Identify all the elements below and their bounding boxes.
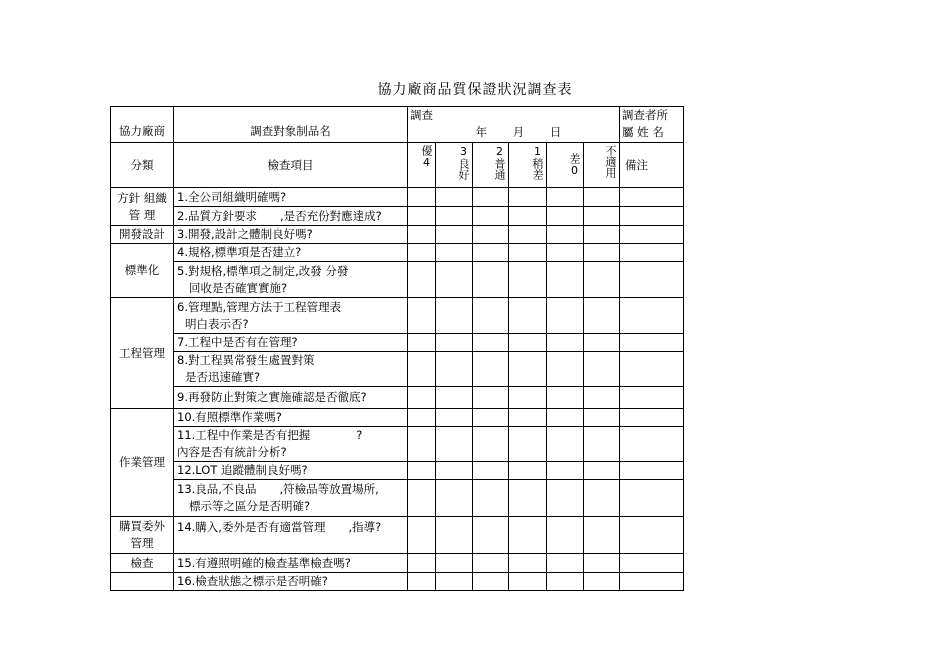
remarks-cell[interactable] (620, 480, 684, 517)
rating-cell[interactable] (408, 262, 436, 298)
remarks-cell[interactable] (620, 427, 684, 462)
rating-cell[interactable] (436, 207, 473, 226)
rating-cell[interactable] (584, 409, 620, 427)
month-label: 月 (512, 125, 525, 139)
rating-cell[interactable] (408, 207, 436, 226)
rating-cell[interactable] (584, 207, 620, 226)
rating-cell[interactable] (547, 334, 584, 352)
rating-cell[interactable] (584, 298, 620, 334)
product-label: 調查對象制品名 (174, 107, 408, 143)
rating-cell[interactable] (584, 334, 620, 352)
surveyor-label-line1: 調查者所 (622, 108, 668, 122)
rating-cell[interactable] (509, 554, 547, 573)
rating-cell[interactable] (408, 352, 436, 387)
remarks-cell[interactable] (620, 387, 684, 409)
rating-cell[interactable] (436, 334, 473, 352)
rating-cell[interactable] (473, 226, 509, 244)
rating-cell[interactable] (509, 352, 547, 387)
document-title: 協力廠商品質保證狀況調查表 (377, 82, 573, 98)
check-item-14: 14.購入,委外是否有適當管理 ,指導? (174, 517, 408, 554)
rating-header-excellent: 優4 (408, 143, 436, 188)
rating-cell[interactable] (436, 244, 473, 262)
rating-cell[interactable] (408, 188, 436, 207)
rating-cell[interactable] (547, 573, 584, 591)
remarks-header: 備注 (620, 143, 684, 188)
rating-cell[interactable] (473, 207, 509, 226)
check-item-8: 8.對工程異常發生處置對策 是否迅速確實? (174, 352, 408, 387)
rating-cell[interactable] (509, 517, 547, 554)
rating-cell[interactable] (408, 517, 436, 554)
rating-cell[interactable] (509, 188, 547, 207)
category-inspection: 檢查 (111, 554, 174, 573)
rating-cell[interactable] (509, 573, 547, 591)
remarks-cell[interactable] (620, 554, 684, 573)
rating-cell[interactable] (547, 352, 584, 387)
rating-cell[interactable] (436, 188, 473, 207)
rating-cell[interactable] (547, 207, 584, 226)
rating-cell[interactable] (547, 188, 584, 207)
rating-cell[interactable] (436, 226, 473, 244)
remarks-cell[interactable] (620, 462, 684, 480)
rating-cell[interactable] (473, 427, 509, 462)
rating-cell[interactable] (509, 462, 547, 480)
rating-cell[interactable] (584, 244, 620, 262)
rating-cell[interactable] (473, 573, 509, 591)
rating-cell[interactable] (408, 387, 436, 409)
remarks-cell[interactable] (620, 517, 684, 554)
rating-cell[interactable] (509, 262, 547, 298)
rating-cell[interactable] (547, 480, 584, 517)
rating-cell[interactable] (473, 262, 509, 298)
rating-cell[interactable] (509, 387, 547, 409)
check-item-11: 11.工程中作業是否有把握 ? 內容是否有統計分析? (174, 427, 408, 462)
rating-cell[interactable] (473, 462, 509, 480)
rating-cell[interactable] (473, 517, 509, 554)
supplier-label: 協力廠商 (111, 107, 174, 143)
rating-cell[interactable] (584, 188, 620, 207)
survey-date (408, 124, 619, 141)
remarks-cell[interactable] (620, 226, 684, 244)
check-item-6: 6.管理點,管理方法于工程管理表 明白表示否? (174, 298, 408, 334)
rating-cell[interactable] (408, 298, 436, 334)
rating-cell[interactable] (547, 409, 584, 427)
rating-header-good: 3良好 (436, 143, 473, 188)
rating-cell[interactable] (436, 352, 473, 387)
remarks-cell[interactable] (620, 298, 684, 334)
year-label: 年 (475, 125, 488, 139)
rating-cell[interactable] (408, 427, 436, 462)
category-standardization: 標準化 (111, 244, 174, 298)
rating-cell[interactable] (436, 298, 473, 334)
check-item-5: 5.對規格,標準項之制定,改發 分發 回收是否確實實施? (174, 262, 408, 298)
rating-cell[interactable] (584, 262, 620, 298)
rating-cell[interactable] (408, 334, 436, 352)
rating-cell[interactable] (408, 244, 436, 262)
rating-cell[interactable] (584, 462, 620, 480)
rating-cell[interactable] (436, 462, 473, 480)
rating-cell[interactable] (408, 573, 436, 591)
rating-cell[interactable] (547, 517, 584, 554)
remarks-cell[interactable] (620, 334, 684, 352)
rating-cell[interactable] (547, 226, 584, 244)
category-dev-design: 開發設計 (111, 226, 174, 244)
check-item-13: 13.良品,不良品 ,符檢品等放置場所, 標示等之區分是否明確? (174, 480, 408, 517)
check-item-7: 7.工程中是否有在管理? (174, 334, 408, 352)
rating-cell[interactable] (509, 480, 547, 517)
rating-cell[interactable] (473, 188, 509, 207)
rating-cell[interactable] (547, 462, 584, 480)
rating-cell[interactable] (584, 352, 620, 387)
rating-cell[interactable] (408, 480, 436, 517)
check-item-15: 15.有遵照明確的檢查基準檢查嗎? (174, 554, 408, 573)
rating-cell[interactable] (584, 554, 620, 573)
check-item-12: 12.LOT 追蹤體制良好嗎? (174, 462, 408, 480)
day-label: 日 (549, 125, 562, 139)
surveyor-label-line2: 屬 姓 名 (622, 125, 664, 139)
remarks-cell[interactable] (620, 207, 684, 226)
rating-cell[interactable] (584, 427, 620, 462)
rating-cell[interactable] (473, 480, 509, 517)
rating-header-poor: 差0 (547, 143, 584, 188)
rating-cell[interactable] (408, 409, 436, 427)
rating-cell[interactable] (436, 409, 473, 427)
rating-cell[interactable] (547, 262, 584, 298)
rating-cell[interactable] (509, 244, 547, 262)
rating-cell[interactable] (473, 244, 509, 262)
rating-cell[interactable] (436, 262, 473, 298)
category-purchase-outsource: 購買委外 管理 (111, 517, 174, 554)
rating-cell[interactable] (473, 334, 509, 352)
rating-cell[interactable] (547, 244, 584, 262)
remarks-cell[interactable] (620, 352, 684, 387)
rating-cell[interactable] (436, 554, 473, 573)
remarks-cell[interactable] (620, 244, 684, 262)
survey-date-cell (408, 107, 620, 143)
rating-cell[interactable] (547, 298, 584, 334)
rating-cell[interactable] (547, 554, 584, 573)
rating-cell[interactable] (547, 387, 584, 409)
rating-cell[interactable] (473, 298, 509, 334)
remarks-cell[interactable] (620, 188, 684, 207)
rating-header-average: 2普通 (473, 143, 509, 188)
rating-cell[interactable] (509, 207, 547, 226)
rating-cell[interactable] (473, 352, 509, 387)
survey-label: 調查 (410, 108, 433, 122)
rating-cell[interactable] (473, 409, 509, 427)
check-item-3: 3.開發,設計之體制良好嗎? (174, 226, 408, 244)
rating-cell[interactable] (436, 387, 473, 409)
category-process-mgmt: 工程管理 (111, 298, 174, 409)
surveyor-cell (620, 107, 684, 143)
remarks-cell[interactable] (620, 409, 684, 427)
rating-cell[interactable] (584, 480, 620, 517)
item-header: 檢查項目 (174, 143, 408, 188)
rating-cell[interactable] (436, 480, 473, 517)
rating-cell[interactable] (436, 427, 473, 462)
rating-cell[interactable] (584, 573, 620, 591)
check-item-10: 10.有照標準作業嗎? (174, 409, 408, 427)
rating-header-not-applicable: 不適用 (584, 143, 620, 188)
rating-cell[interactable] (509, 427, 547, 462)
rating-cell[interactable] (436, 517, 473, 554)
rating-cell[interactable] (408, 462, 436, 480)
rating-cell[interactable] (509, 409, 547, 427)
rating-cell[interactable] (473, 554, 509, 573)
rating-cell[interactable] (509, 298, 547, 334)
check-item-2: 2.品質方針要求 ,是否充份對應達成? (174, 207, 408, 226)
category-empty (111, 573, 174, 591)
rating-cell[interactable] (509, 226, 547, 244)
survey-table (110, 106, 684, 591)
remarks-cell[interactable] (620, 262, 684, 298)
category-header: 分類 (111, 143, 174, 188)
rating-cell[interactable] (584, 387, 620, 409)
check-item-4: 4.規格,標準項是否建立? (174, 244, 408, 262)
rating-cell[interactable] (584, 226, 620, 244)
rating-cell[interactable] (408, 554, 436, 573)
rating-cell[interactable] (436, 573, 473, 591)
rating-header-slightly-poor: 1稍差 (509, 143, 547, 188)
check-item-1: 1.全公司組織明確嗎? (174, 188, 408, 207)
category-policy-org: 方針 組織 管 理 (111, 188, 174, 226)
rating-cell[interactable] (547, 427, 584, 462)
rating-cell[interactable] (509, 334, 547, 352)
check-item-9: 9.再發防止對策之實施確認是否徹底? (174, 387, 408, 409)
rating-cell[interactable] (473, 387, 509, 409)
rating-cell[interactable] (584, 517, 620, 554)
remarks-cell[interactable] (620, 573, 684, 591)
check-item-16: 16.檢查狀態之標示是否明確? (174, 573, 408, 591)
rating-cell[interactable] (408, 226, 436, 244)
category-work-mgmt: 作業管理 (111, 409, 174, 517)
